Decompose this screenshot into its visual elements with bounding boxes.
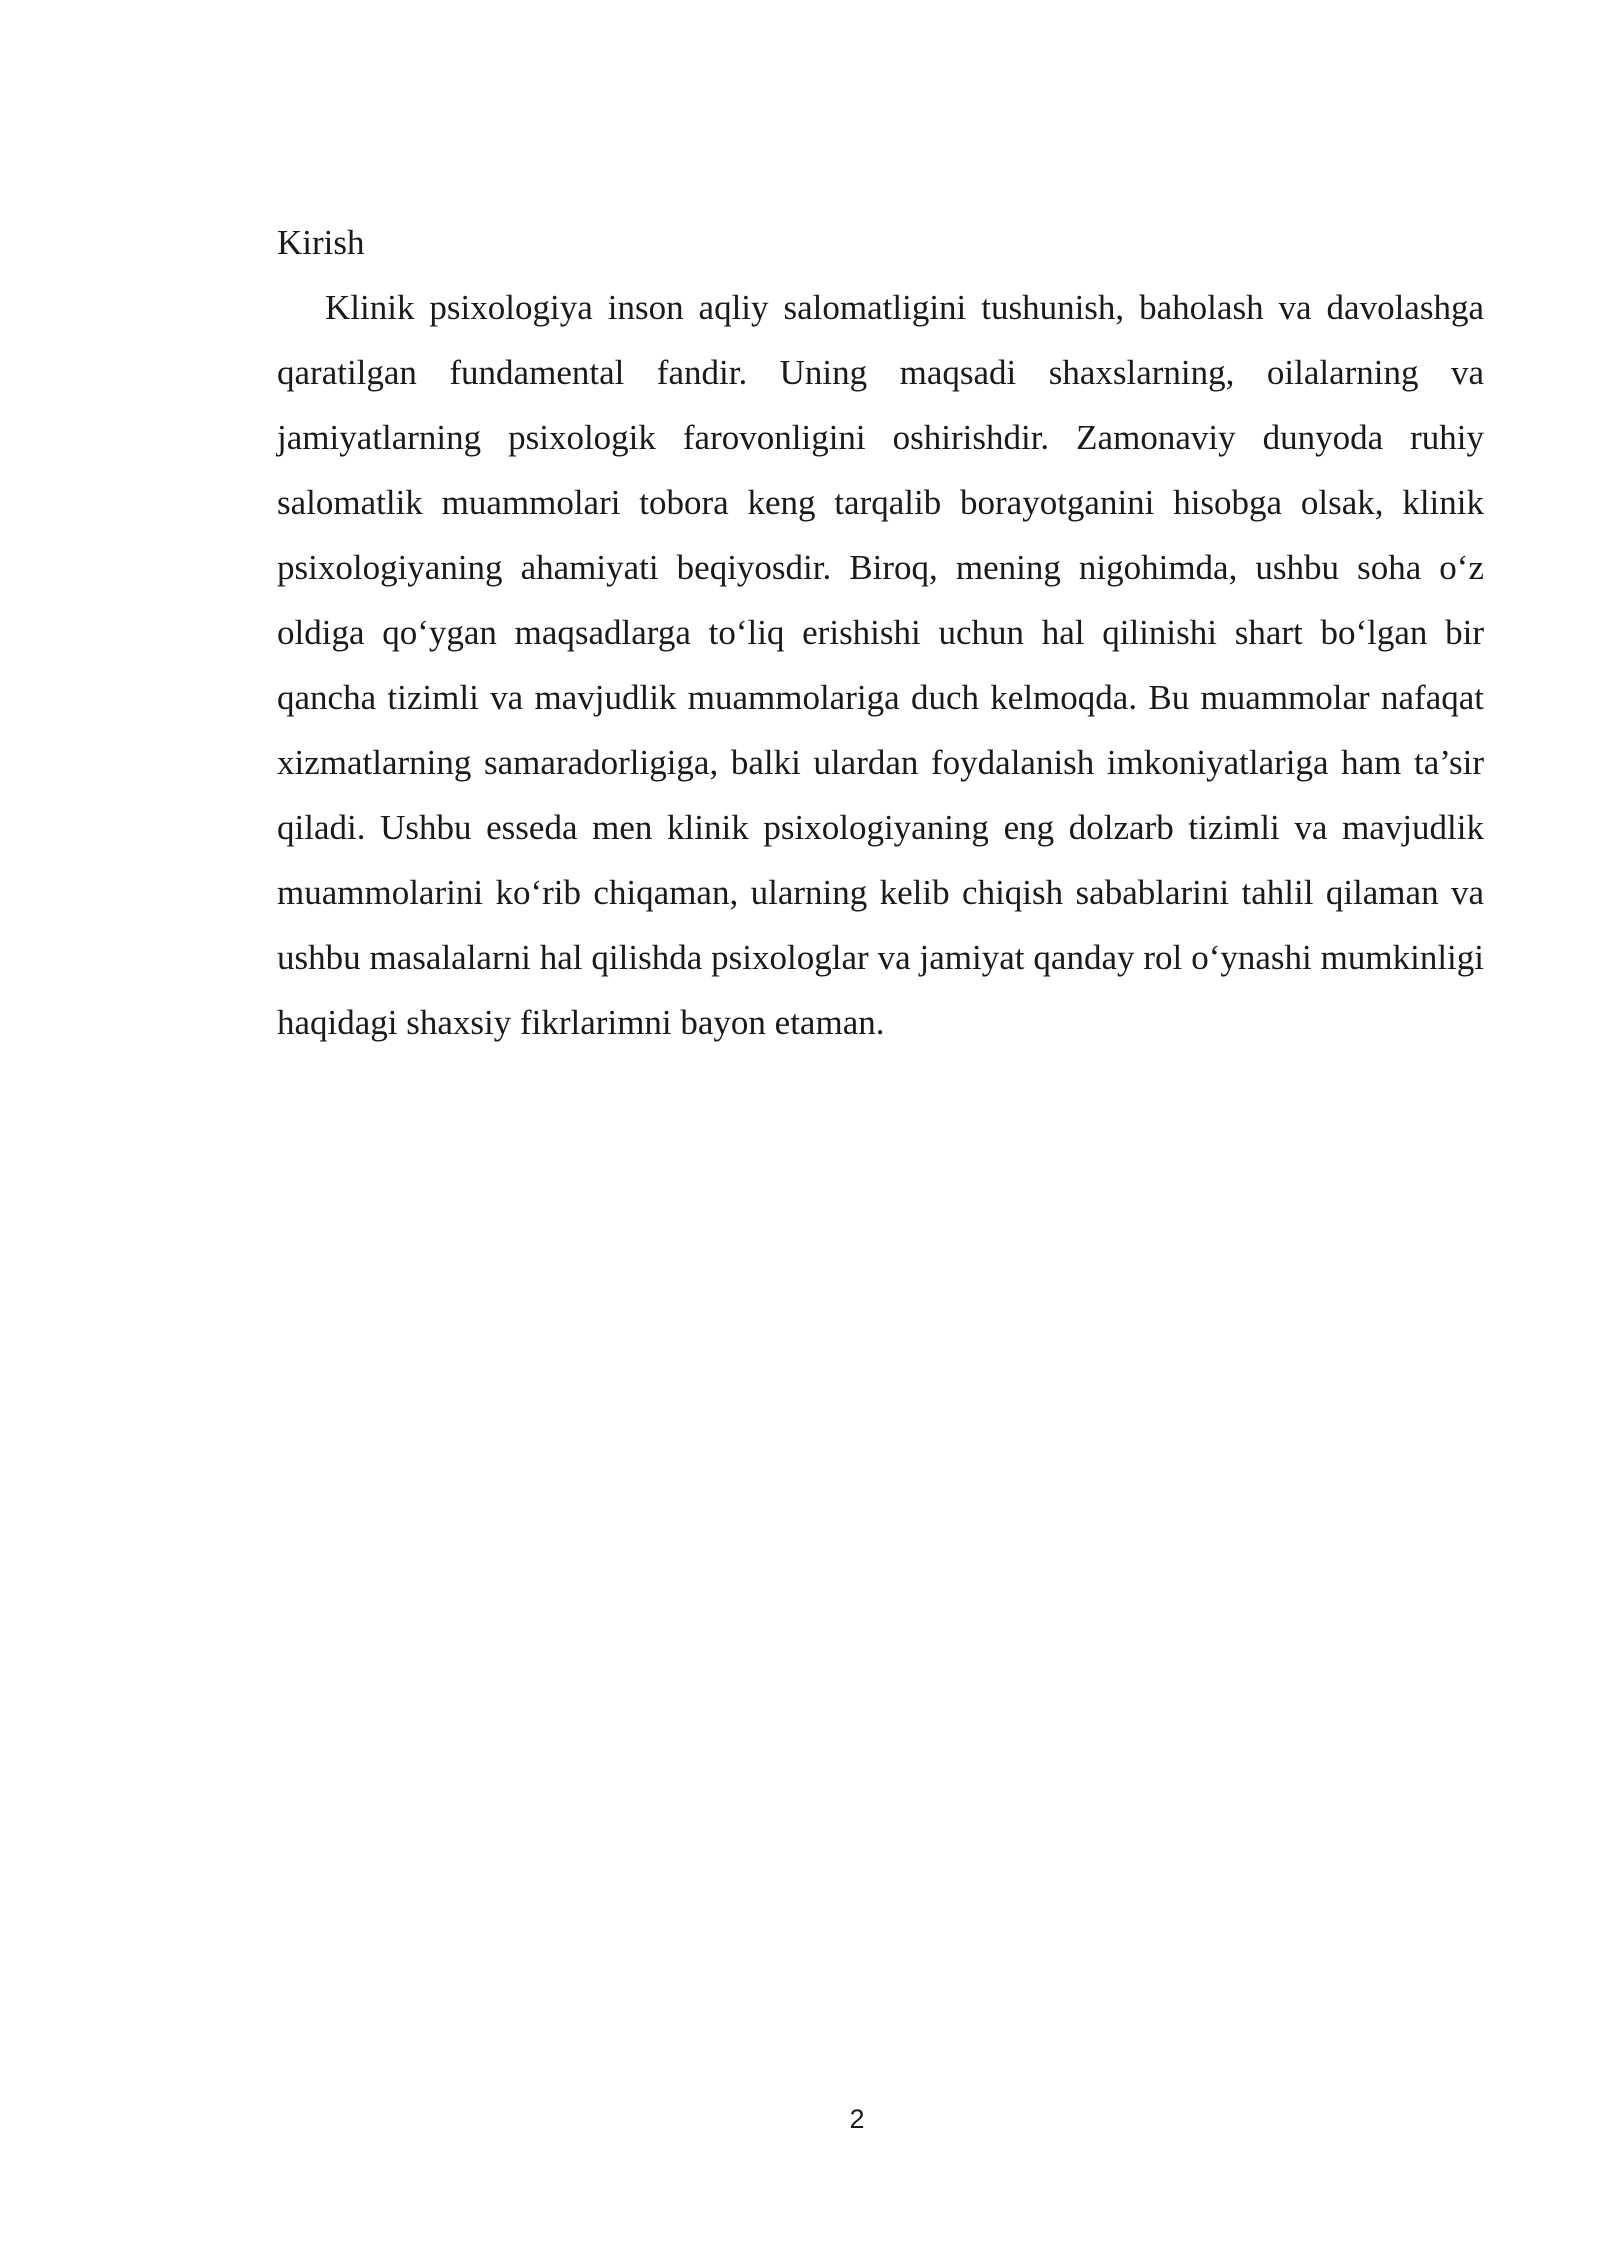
section-heading: Kirish [277, 223, 365, 262]
body-paragraph: Klinik psixologiya inson aqliy salomatligini tushunish, baholash va davolashga qaratilgan fundamental fandir. Uning maqsadi shaxslarning, oilalarning va jamiyatlarning psixologik farovonligini oshirishdir. Zamonaviy dunyoda ruhiy salomatlik muammolari tobora keng tarqalib borayotganini hisobga olsak, klinik psixologiyaning ahamiyati beqiyosdir. Biroq, mening nigohimda, ushbu soha o‘z oldiga qo‘ygan maqsadlarga to‘liq erishishi uchun hal qilinishi shart bo‘lgan bir qancha tizimli va mavjudlik muammolariga duch kelmoqda. Bu muammolar nafaqat xizmatlarning samaradorligiga, balki ulardan foydalanish imkoniyatlariga ham ta’sir qiladi. Ushbu esseda men klinik psixologiyaning eng dolzarb tizimli va mavjudlik muammolarini ko‘rib chiqaman, ularning kelib chiqish sabablarini tahlil qilaman va ushbu masalalarni hal qilishda psixologlar va jamiyat qanday rol o‘ynashi mumkinligi haqidagi shaxsiy fikrlarimni bayon etaman. [277, 288, 1484, 1042]
page-content [277, 210, 1484, 1055]
page-number: 2 [849, 2104, 865, 2134]
